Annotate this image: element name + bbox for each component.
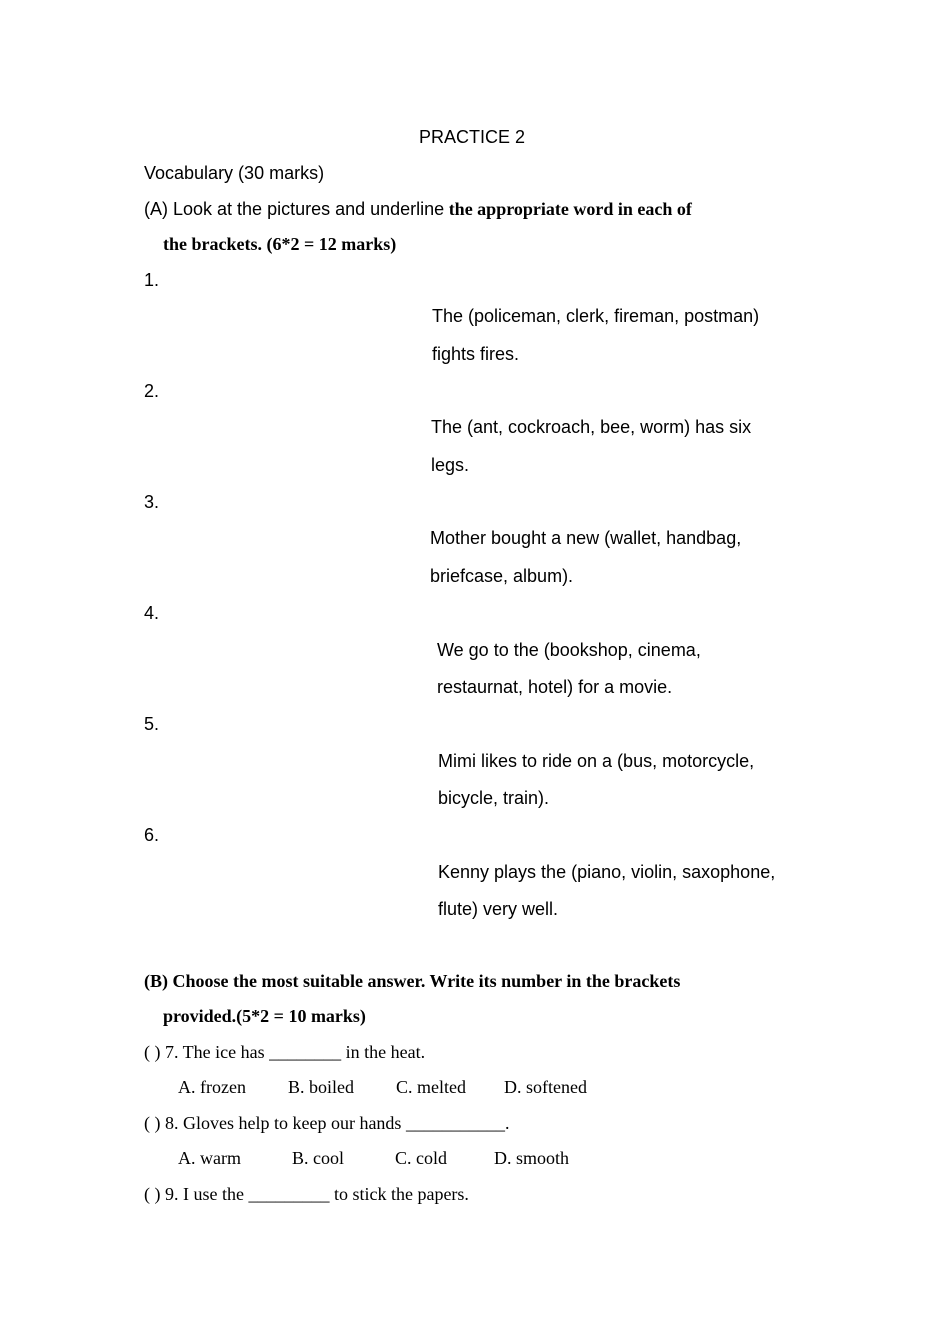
item-sentence-cont: legs. (431, 455, 470, 475)
question-8: ( ) 8. Gloves help to keep our hands ___________. (144, 1113, 510, 1133)
vocabulary-heading: Vocabulary (30 marks) (144, 163, 325, 183)
question-7: ( ) 7. The ice has ________ in the heat. (144, 1042, 426, 1062)
option-d: D. softened (504, 1077, 587, 1097)
question-9: ( ) 9. I use the _________ to stick the papers. (144, 1184, 469, 1204)
item-sentence: Mimi likes to ride on a (bus, motorcycle, (438, 751, 755, 771)
page-title: PRACTICE 2 (419, 127, 526, 147)
item-number: 5. (144, 714, 160, 734)
item-sentence-cont: flute) very well. (438, 899, 559, 919)
option-d: D. smooth (494, 1148, 570, 1168)
item-sentence: The (policeman, clerk, fireman, postman) (432, 306, 760, 326)
section-a-heading-sans: (A) Look at the pictures and underline (144, 199, 445, 219)
item-sentence-cont: restaurnat, hotel) for a movie. (437, 677, 673, 697)
item-sentence: Kenny plays the (piano, violin, saxophone, (438, 862, 776, 882)
item-sentence: We go to the (bookshop, cinema, (437, 640, 701, 660)
option-c: C. cold (395, 1148, 447, 1168)
option-a: A. warm (178, 1148, 241, 1168)
item-sentence: Mother bought a new (wallet, handbag, (430, 528, 742, 548)
item-sentence-cont: briefcase, album). (430, 566, 574, 586)
option-c: C. melted (396, 1077, 466, 1097)
option-b: B. cool (292, 1148, 344, 1168)
item-number: 3. (144, 492, 160, 512)
item-number: 4. (144, 603, 160, 623)
section-b-heading: (B) Choose the most suitable answer. Write its number in the brackets (144, 971, 681, 991)
item-sentence: The (ant, cockroach, bee, worm) has six (431, 417, 752, 437)
item-number: 1. (144, 270, 160, 290)
section-b-heading-line2: provided.(5*2 = 10 marks) (163, 1006, 366, 1026)
section-a-heading-line2: the brackets. (6*2 = 12 marks) (163, 234, 397, 254)
option-b: B. boiled (288, 1077, 354, 1097)
item-sentence-cont: fights fires. (432, 344, 520, 364)
question-7-options (178, 1076, 587, 1098)
item-number: 6. (144, 825, 160, 845)
option-a: A. frozen (178, 1077, 246, 1097)
item-sentence-cont: bicycle, train). (438, 788, 550, 808)
section-a-heading (144, 198, 692, 222)
question-8-options (178, 1147, 569, 1169)
section-a-heading-serif: the appropriate word in each of (444, 199, 692, 219)
item-number: 2. (144, 381, 160, 401)
